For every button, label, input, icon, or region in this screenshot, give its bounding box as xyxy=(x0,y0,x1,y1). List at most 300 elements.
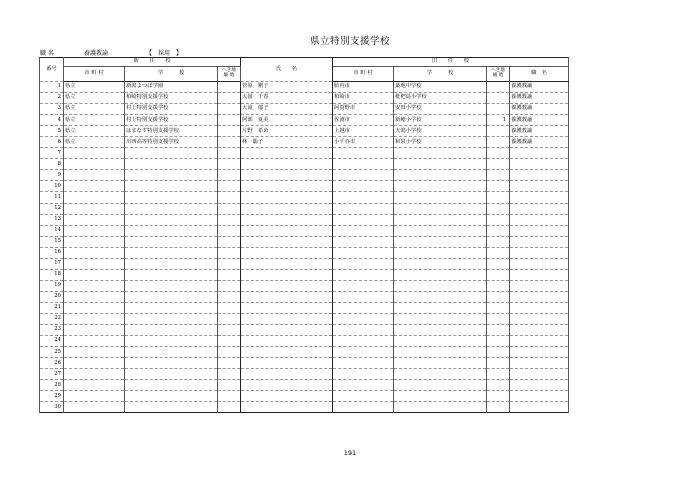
new-school-cell xyxy=(125,347,218,358)
table-row xyxy=(40,203,569,214)
table-row xyxy=(40,347,569,358)
table-row xyxy=(40,115,569,126)
new-school-cell xyxy=(125,247,218,258)
header-new-remote-line1: へき地 xyxy=(222,68,236,74)
old-remote-cell xyxy=(487,402,510,413)
old-school-cell xyxy=(394,159,487,170)
new-remote-cell xyxy=(218,236,241,247)
table-row xyxy=(40,247,569,258)
new-remote-cell xyxy=(218,347,241,358)
old-school-cell xyxy=(394,325,487,336)
row-number: 8 xyxy=(40,159,64,170)
new-municipality-cell xyxy=(64,358,125,369)
new-school-cell xyxy=(125,159,218,170)
header-old-municipality: 市 町 村 xyxy=(333,67,394,82)
position-cell xyxy=(510,159,569,170)
new-remote-cell xyxy=(218,170,241,181)
row-number: 12 xyxy=(40,203,64,214)
old-school-cell: 枇杷島小学校 xyxy=(394,93,487,104)
name-cell xyxy=(241,181,333,192)
old-municipality-cell xyxy=(333,380,394,391)
table-row xyxy=(40,302,569,313)
old-municipality-cell: 胎内市 xyxy=(333,82,394,93)
position-cell xyxy=(510,358,569,369)
new-municipality-cell xyxy=(64,347,125,358)
new-school-cell xyxy=(125,269,218,280)
old-school-cell xyxy=(394,192,487,203)
table-row xyxy=(40,82,569,93)
table-row xyxy=(40,181,569,192)
old-remote-cell xyxy=(487,104,510,115)
old-school-cell xyxy=(394,225,487,236)
header-new-remote xyxy=(218,67,241,82)
position-cell xyxy=(510,347,569,358)
new-municipality-cell: 県立 xyxy=(64,104,125,115)
table-row xyxy=(40,369,569,380)
name-cell xyxy=(241,203,333,214)
new-remote-cell xyxy=(218,214,241,225)
table-row xyxy=(40,225,569,236)
row-number: 21 xyxy=(40,302,64,313)
table-row xyxy=(40,236,569,247)
header-name: 氏 名 xyxy=(241,58,333,82)
name-cell xyxy=(241,258,333,269)
table-row xyxy=(40,170,569,181)
new-school-cell xyxy=(125,380,218,391)
name-cell xyxy=(241,247,333,258)
table-row xyxy=(40,313,569,324)
table-row xyxy=(40,336,569,347)
new-school-cell xyxy=(125,236,218,247)
new-remote-cell xyxy=(218,137,241,148)
position-cell: 養護教諭 xyxy=(510,82,569,93)
new-school-cell: 村上特別支援学校 xyxy=(125,104,218,115)
table-row xyxy=(40,104,569,115)
new-remote-cell xyxy=(218,269,241,280)
category-label: 【 採用 】 xyxy=(146,50,183,57)
table-row xyxy=(40,192,569,203)
new-municipality-cell xyxy=(64,313,125,324)
old-school-cell xyxy=(394,258,487,269)
old-municipality-cell xyxy=(333,280,394,291)
new-remote-cell xyxy=(218,181,241,192)
new-remote-cell xyxy=(218,369,241,380)
name-cell xyxy=(241,236,333,247)
new-municipality-cell: 県立 xyxy=(64,82,125,93)
old-school-cell: 築地中学校 xyxy=(394,82,487,93)
old-remote-cell xyxy=(487,280,510,291)
table-row xyxy=(40,380,569,391)
old-school-cell xyxy=(394,170,487,181)
new-school-cell: 川西高等特別支援学校 xyxy=(125,137,218,148)
new-remote-cell xyxy=(218,258,241,269)
new-school-cell xyxy=(125,181,218,192)
old-municipality-cell xyxy=(333,369,394,380)
new-municipality-cell xyxy=(64,225,125,236)
old-remote-cell xyxy=(487,269,510,280)
name-cell xyxy=(241,225,333,236)
new-remote-cell xyxy=(218,302,241,313)
row-number: 18 xyxy=(40,269,64,280)
new-remote-cell xyxy=(218,104,241,115)
position-cell xyxy=(510,214,569,225)
old-municipality-cell: 阿賀野市 xyxy=(333,104,394,115)
new-remote-cell xyxy=(218,225,241,236)
name-cell xyxy=(241,192,333,203)
new-municipality-cell xyxy=(64,236,125,247)
new-school-cell xyxy=(125,258,218,269)
old-municipality-cell xyxy=(333,170,394,181)
old-remote-cell xyxy=(487,391,510,402)
header-old-school: 学 校 xyxy=(394,67,487,82)
old-municipality-cell: 上越市 xyxy=(333,126,394,137)
row-number: 11 xyxy=(40,192,64,203)
header-new-school: 学 校 xyxy=(125,67,218,82)
row-number: 23 xyxy=(40,325,64,336)
position-cell xyxy=(510,170,569,181)
old-remote-cell xyxy=(487,126,510,137)
name-cell xyxy=(241,269,333,280)
table-row xyxy=(40,126,569,137)
old-school-cell xyxy=(394,280,487,291)
row-number: 10 xyxy=(40,181,64,192)
row-number: 24 xyxy=(40,336,64,347)
old-remote-cell xyxy=(487,159,510,170)
old-remote-cell xyxy=(487,93,510,104)
old-remote-cell xyxy=(487,236,510,247)
table-row xyxy=(40,159,569,170)
old-municipality-cell xyxy=(333,181,394,192)
position-cell xyxy=(510,225,569,236)
position-cell xyxy=(510,258,569,269)
new-school-cell: 柏崎特別支援学校 xyxy=(125,93,218,104)
new-remote-cell xyxy=(218,291,241,302)
job-label: 職 名 xyxy=(40,50,54,57)
old-remote-cell xyxy=(487,347,510,358)
header-old-remote-line2: 級 地 xyxy=(492,73,504,78)
position-cell: 養護教諭 xyxy=(510,104,569,115)
header-number: 番号 xyxy=(40,58,64,82)
old-remote-cell xyxy=(487,380,510,391)
old-remote-cell xyxy=(487,369,510,380)
row-number: 4 xyxy=(40,115,64,126)
row-number: 28 xyxy=(40,380,64,391)
new-municipality-cell: 県立 xyxy=(64,137,125,148)
row-number: 2 xyxy=(40,93,64,104)
old-school-cell: 大潟小学校 xyxy=(394,126,487,137)
old-remote-cell xyxy=(487,82,510,93)
position-cell xyxy=(510,369,569,380)
table-row xyxy=(40,291,569,302)
position-cell: 養護教諭 xyxy=(510,126,569,137)
old-remote-cell xyxy=(487,247,510,258)
new-municipality-cell xyxy=(64,159,125,170)
new-remote-cell xyxy=(218,336,241,347)
new-remote-cell xyxy=(218,380,241,391)
new-municipality-cell xyxy=(64,336,125,347)
position-cell: 養護教諭 xyxy=(510,115,569,126)
transfer-table xyxy=(39,57,569,413)
new-municipality-cell xyxy=(64,148,125,159)
row-number: 5 xyxy=(40,126,64,137)
row-number: 25 xyxy=(40,347,64,358)
new-school-cell xyxy=(125,369,218,380)
old-school-cell xyxy=(394,247,487,258)
new-school-cell xyxy=(125,391,218,402)
new-municipality-cell xyxy=(64,214,125,225)
new-school-cell xyxy=(125,358,218,369)
name-cell xyxy=(241,391,333,402)
new-municipality-cell xyxy=(64,291,125,302)
old-school-cell xyxy=(394,336,487,347)
old-school-cell xyxy=(394,358,487,369)
table-row xyxy=(40,148,569,159)
old-school-cell: 安田小学校 xyxy=(394,104,487,115)
old-school-cell xyxy=(394,148,487,159)
new-municipality-cell xyxy=(64,325,125,336)
old-school-cell xyxy=(394,302,487,313)
old-remote-cell xyxy=(487,313,510,324)
old-municipality-cell xyxy=(333,214,394,225)
old-municipality-cell xyxy=(333,269,394,280)
new-remote-cell xyxy=(218,325,241,336)
old-school-cell xyxy=(394,313,487,324)
old-municipality-cell xyxy=(333,302,394,313)
row-number: 22 xyxy=(40,313,64,324)
row-number: 16 xyxy=(40,247,64,258)
old-remote-cell xyxy=(487,291,510,302)
new-school-cell xyxy=(125,291,218,302)
new-school-cell xyxy=(125,203,218,214)
name-cell: 大図 千春 xyxy=(241,93,333,104)
old-municipality-cell xyxy=(333,148,394,159)
old-school-cell xyxy=(394,181,487,192)
row-number: 27 xyxy=(40,369,64,380)
name-cell: 林 聡子 xyxy=(241,137,333,148)
table-row xyxy=(40,93,569,104)
position-cell xyxy=(510,325,569,336)
old-school-cell xyxy=(394,269,487,280)
header-new-school-group: 新 任 校 xyxy=(64,58,241,67)
old-municipality-cell xyxy=(333,325,394,336)
old-municipality-cell xyxy=(333,391,394,402)
old-municipality-cell xyxy=(333,236,394,247)
position-cell xyxy=(510,269,569,280)
new-school-cell: 新潟よつば学園 xyxy=(125,82,218,93)
new-school-cell: はまなす特別支援学校 xyxy=(125,126,218,137)
position-cell xyxy=(510,302,569,313)
row-number: 9 xyxy=(40,170,64,181)
name-cell xyxy=(241,325,333,336)
new-remote-cell xyxy=(218,247,241,258)
old-remote-cell xyxy=(487,192,510,203)
job-value: 養護教諭 xyxy=(84,50,109,57)
position-cell: 養護教諭 xyxy=(510,93,569,104)
row-number: 20 xyxy=(40,291,64,302)
position-cell xyxy=(510,280,569,291)
table-row xyxy=(40,358,569,369)
new-municipality-cell: 県立 xyxy=(64,126,125,137)
new-municipality-cell xyxy=(64,203,125,214)
header-new-municipality: 市 町 村 xyxy=(64,67,125,82)
new-municipality-cell xyxy=(64,247,125,258)
old-municipality-cell: 小千谷市 xyxy=(333,137,394,148)
name-cell: 菅原 剛子 xyxy=(241,82,333,93)
position-cell xyxy=(510,391,569,402)
new-municipality-cell xyxy=(64,280,125,291)
old-school-cell: 和泉小学校 xyxy=(394,137,487,148)
position-cell xyxy=(510,336,569,347)
name-cell xyxy=(241,291,333,302)
new-school-cell xyxy=(125,325,218,336)
old-municipality-cell xyxy=(333,347,394,358)
new-municipality-cell xyxy=(64,380,125,391)
old-remote-cell xyxy=(487,225,510,236)
old-municipality-cell xyxy=(333,159,394,170)
old-municipality-cell xyxy=(333,291,394,302)
new-school-cell xyxy=(125,302,218,313)
new-remote-cell xyxy=(218,148,241,159)
row-number: 17 xyxy=(40,258,64,269)
name-cell xyxy=(241,170,333,181)
position-cell xyxy=(510,247,569,258)
new-school-cell xyxy=(125,280,218,291)
position-cell xyxy=(510,181,569,192)
table-row xyxy=(40,258,569,269)
position-cell xyxy=(510,402,569,413)
position-cell xyxy=(510,380,569,391)
old-remote-cell xyxy=(487,170,510,181)
row-number: 14 xyxy=(40,225,64,236)
table-row xyxy=(40,214,569,225)
new-school-cell xyxy=(125,192,218,203)
new-municipality-cell: 県立 xyxy=(64,93,125,104)
old-remote-cell xyxy=(487,203,510,214)
table-row xyxy=(40,325,569,336)
new-school-cell xyxy=(125,313,218,324)
new-municipality-cell xyxy=(64,192,125,203)
old-municipality-cell xyxy=(333,402,394,413)
old-municipality-cell: 柏崎市 xyxy=(333,93,394,104)
old-school-cell xyxy=(394,380,487,391)
new-remote-cell xyxy=(218,159,241,170)
old-municipality-cell xyxy=(333,358,394,369)
new-remote-cell xyxy=(218,93,241,104)
row-number: 7 xyxy=(40,148,64,159)
new-remote-cell xyxy=(218,313,241,324)
row-number: 30 xyxy=(40,402,64,413)
new-remote-cell xyxy=(218,115,241,126)
new-remote-cell xyxy=(218,82,241,93)
row-number: 19 xyxy=(40,280,64,291)
new-municipality-cell xyxy=(64,402,125,413)
old-remote-cell xyxy=(487,148,510,159)
header-old-remote xyxy=(487,67,510,82)
new-municipality-cell xyxy=(64,181,125,192)
new-municipality-cell xyxy=(64,302,125,313)
name-cell xyxy=(241,280,333,291)
old-remote-cell xyxy=(487,358,510,369)
old-municipality-cell xyxy=(333,203,394,214)
position-cell xyxy=(510,291,569,302)
old-remote-cell xyxy=(487,181,510,192)
table-row xyxy=(40,137,569,148)
position-cell xyxy=(510,236,569,247)
new-school-cell xyxy=(125,402,218,413)
old-remote-cell xyxy=(487,137,510,148)
table-row xyxy=(40,402,569,413)
position-cell xyxy=(510,148,569,159)
name-cell: 大滝 郁子 xyxy=(241,104,333,115)
old-remote-cell xyxy=(487,214,510,225)
table-row xyxy=(40,269,569,280)
name-cell xyxy=(241,148,333,159)
old-municipality-cell xyxy=(333,192,394,203)
new-school-cell xyxy=(125,148,218,159)
header-old-remote-line1: へき地 xyxy=(491,68,505,74)
new-municipality-cell xyxy=(64,170,125,181)
old-remote-cell xyxy=(487,325,510,336)
old-school-cell xyxy=(394,236,487,247)
name-cell xyxy=(241,159,333,170)
old-municipality-cell xyxy=(333,336,394,347)
new-remote-cell xyxy=(218,192,241,203)
old-municipality-cell xyxy=(333,258,394,269)
name-cell xyxy=(241,336,333,347)
position-cell xyxy=(510,313,569,324)
name-cell xyxy=(241,347,333,358)
name-cell xyxy=(241,402,333,413)
new-school-cell: 村上特別支援学校 xyxy=(125,115,218,126)
old-municipality-cell: 佐渡市 xyxy=(333,115,394,126)
new-school-cell xyxy=(125,214,218,225)
name-cell xyxy=(241,214,333,225)
position-cell xyxy=(510,192,569,203)
row-number: 15 xyxy=(40,236,64,247)
old-remote-cell xyxy=(487,302,510,313)
name-cell xyxy=(241,380,333,391)
new-remote-cell xyxy=(218,402,241,413)
row-number: 26 xyxy=(40,358,64,369)
name-cell: 片野 希め xyxy=(241,126,333,137)
old-school-cell xyxy=(394,402,487,413)
old-school-cell xyxy=(394,369,487,380)
old-remote-cell xyxy=(487,258,510,269)
new-school-cell xyxy=(125,225,218,236)
table-body xyxy=(40,82,569,413)
old-school-cell xyxy=(394,391,487,402)
position-cell xyxy=(510,203,569,214)
new-school-cell xyxy=(125,336,218,347)
new-municipality-cell xyxy=(64,369,125,380)
old-school-cell xyxy=(394,347,487,358)
name-cell xyxy=(241,313,333,324)
page-title: 県立特別支援学校 xyxy=(309,36,390,47)
row-number: 29 xyxy=(40,391,64,402)
new-remote-cell xyxy=(218,280,241,291)
row-number: 13 xyxy=(40,214,64,225)
new-remote-cell xyxy=(218,391,241,402)
name-cell: 阿部 夏美 xyxy=(241,115,333,126)
name-cell xyxy=(241,369,333,380)
old-remote-cell xyxy=(487,336,510,347)
old-municipality-cell xyxy=(333,247,394,258)
name-cell xyxy=(241,358,333,369)
old-school-cell xyxy=(394,214,487,225)
position-cell: 養護教諭 xyxy=(510,137,569,148)
table-row xyxy=(40,391,569,402)
name-cell xyxy=(241,302,333,313)
